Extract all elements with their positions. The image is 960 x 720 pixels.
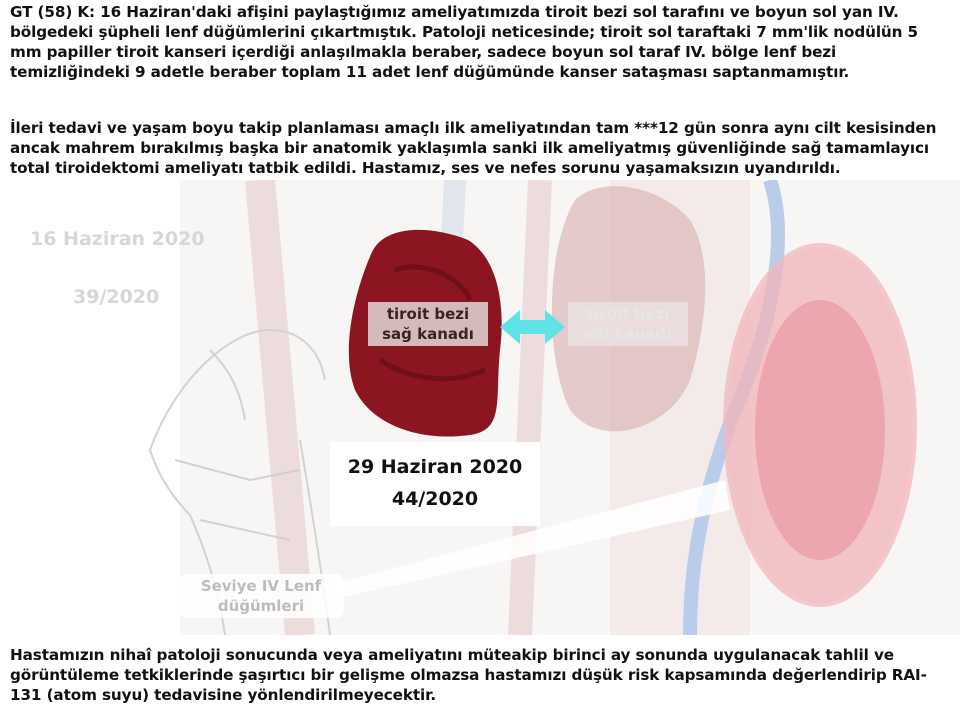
lymph-node-label: Seviye IV Lenf düğümleri bbox=[178, 574, 344, 618]
new-date: 29 Haziran 2020 bbox=[347, 456, 523, 478]
surgery-figure bbox=[0, 180, 960, 635]
intro-paragraph: GT (58) K: 16 Haziran'daki afişini paylaştığımız ameliyatımızda tiroit bezi sol tarafını ve boyun sol yan IV. bölgedeki şüpheli lenf düğümlerini çıkartmıştık. Patoloji neticesinde; tiroit sol taraftaki 7 mm'lik nodülün 5 mm papiller tiroit kanseri içerdiği anlaşılmakla beraber, sadece boyun sol taraf IV. bölge lenf bezi temizliğindeki 9 adetle beraber toplam 11 adet lenf düğümünde kanser sataşması saptanmamıştır. bbox=[10, 3, 919, 81]
new-number: 44/2020 bbox=[391, 488, 479, 510]
old-date: 16 Haziran 2020 bbox=[30, 228, 205, 250]
old-number: 39/2020 bbox=[73, 286, 160, 308]
left-lobe-label: tiroit bezi sol kanadı bbox=[568, 302, 688, 346]
surgery-paragraph: İleri tedavi ve yaşam boyu takip planlaması amaçlı ilk ameliyatından tam ***12 gün sonra aynı cilt kesisinden ancak mahrem bırakılmış başka bir anatomik yaklaşımla sanki ilk ameliyatmış güvenliğinde sağ tamamlayıcı total tiroidektomi ameliyatı tatbik edildi. Hastamız, ses ve nefes sorunu yaşamaksızın uyandırıldı. bbox=[10, 119, 937, 177]
new-date-box bbox=[330, 442, 540, 526]
right-lobe-label: tiroit bezi sağ kanadı bbox=[368, 302, 488, 346]
conclusion-paragraph: Hastamızın nihaî patoloji sonucunda veya ameliyatını müteakip birinci ay sonunda uygulanacak tahlil ve görüntüleme tetkiklerinde şaşırtıcı bir gelişme olmazsa hastamızı düşük risk kapsamında değerlendirip RAI-131 (atom suyu) tedavisine yönlendirilmeyecektir. bbox=[10, 646, 927, 704]
